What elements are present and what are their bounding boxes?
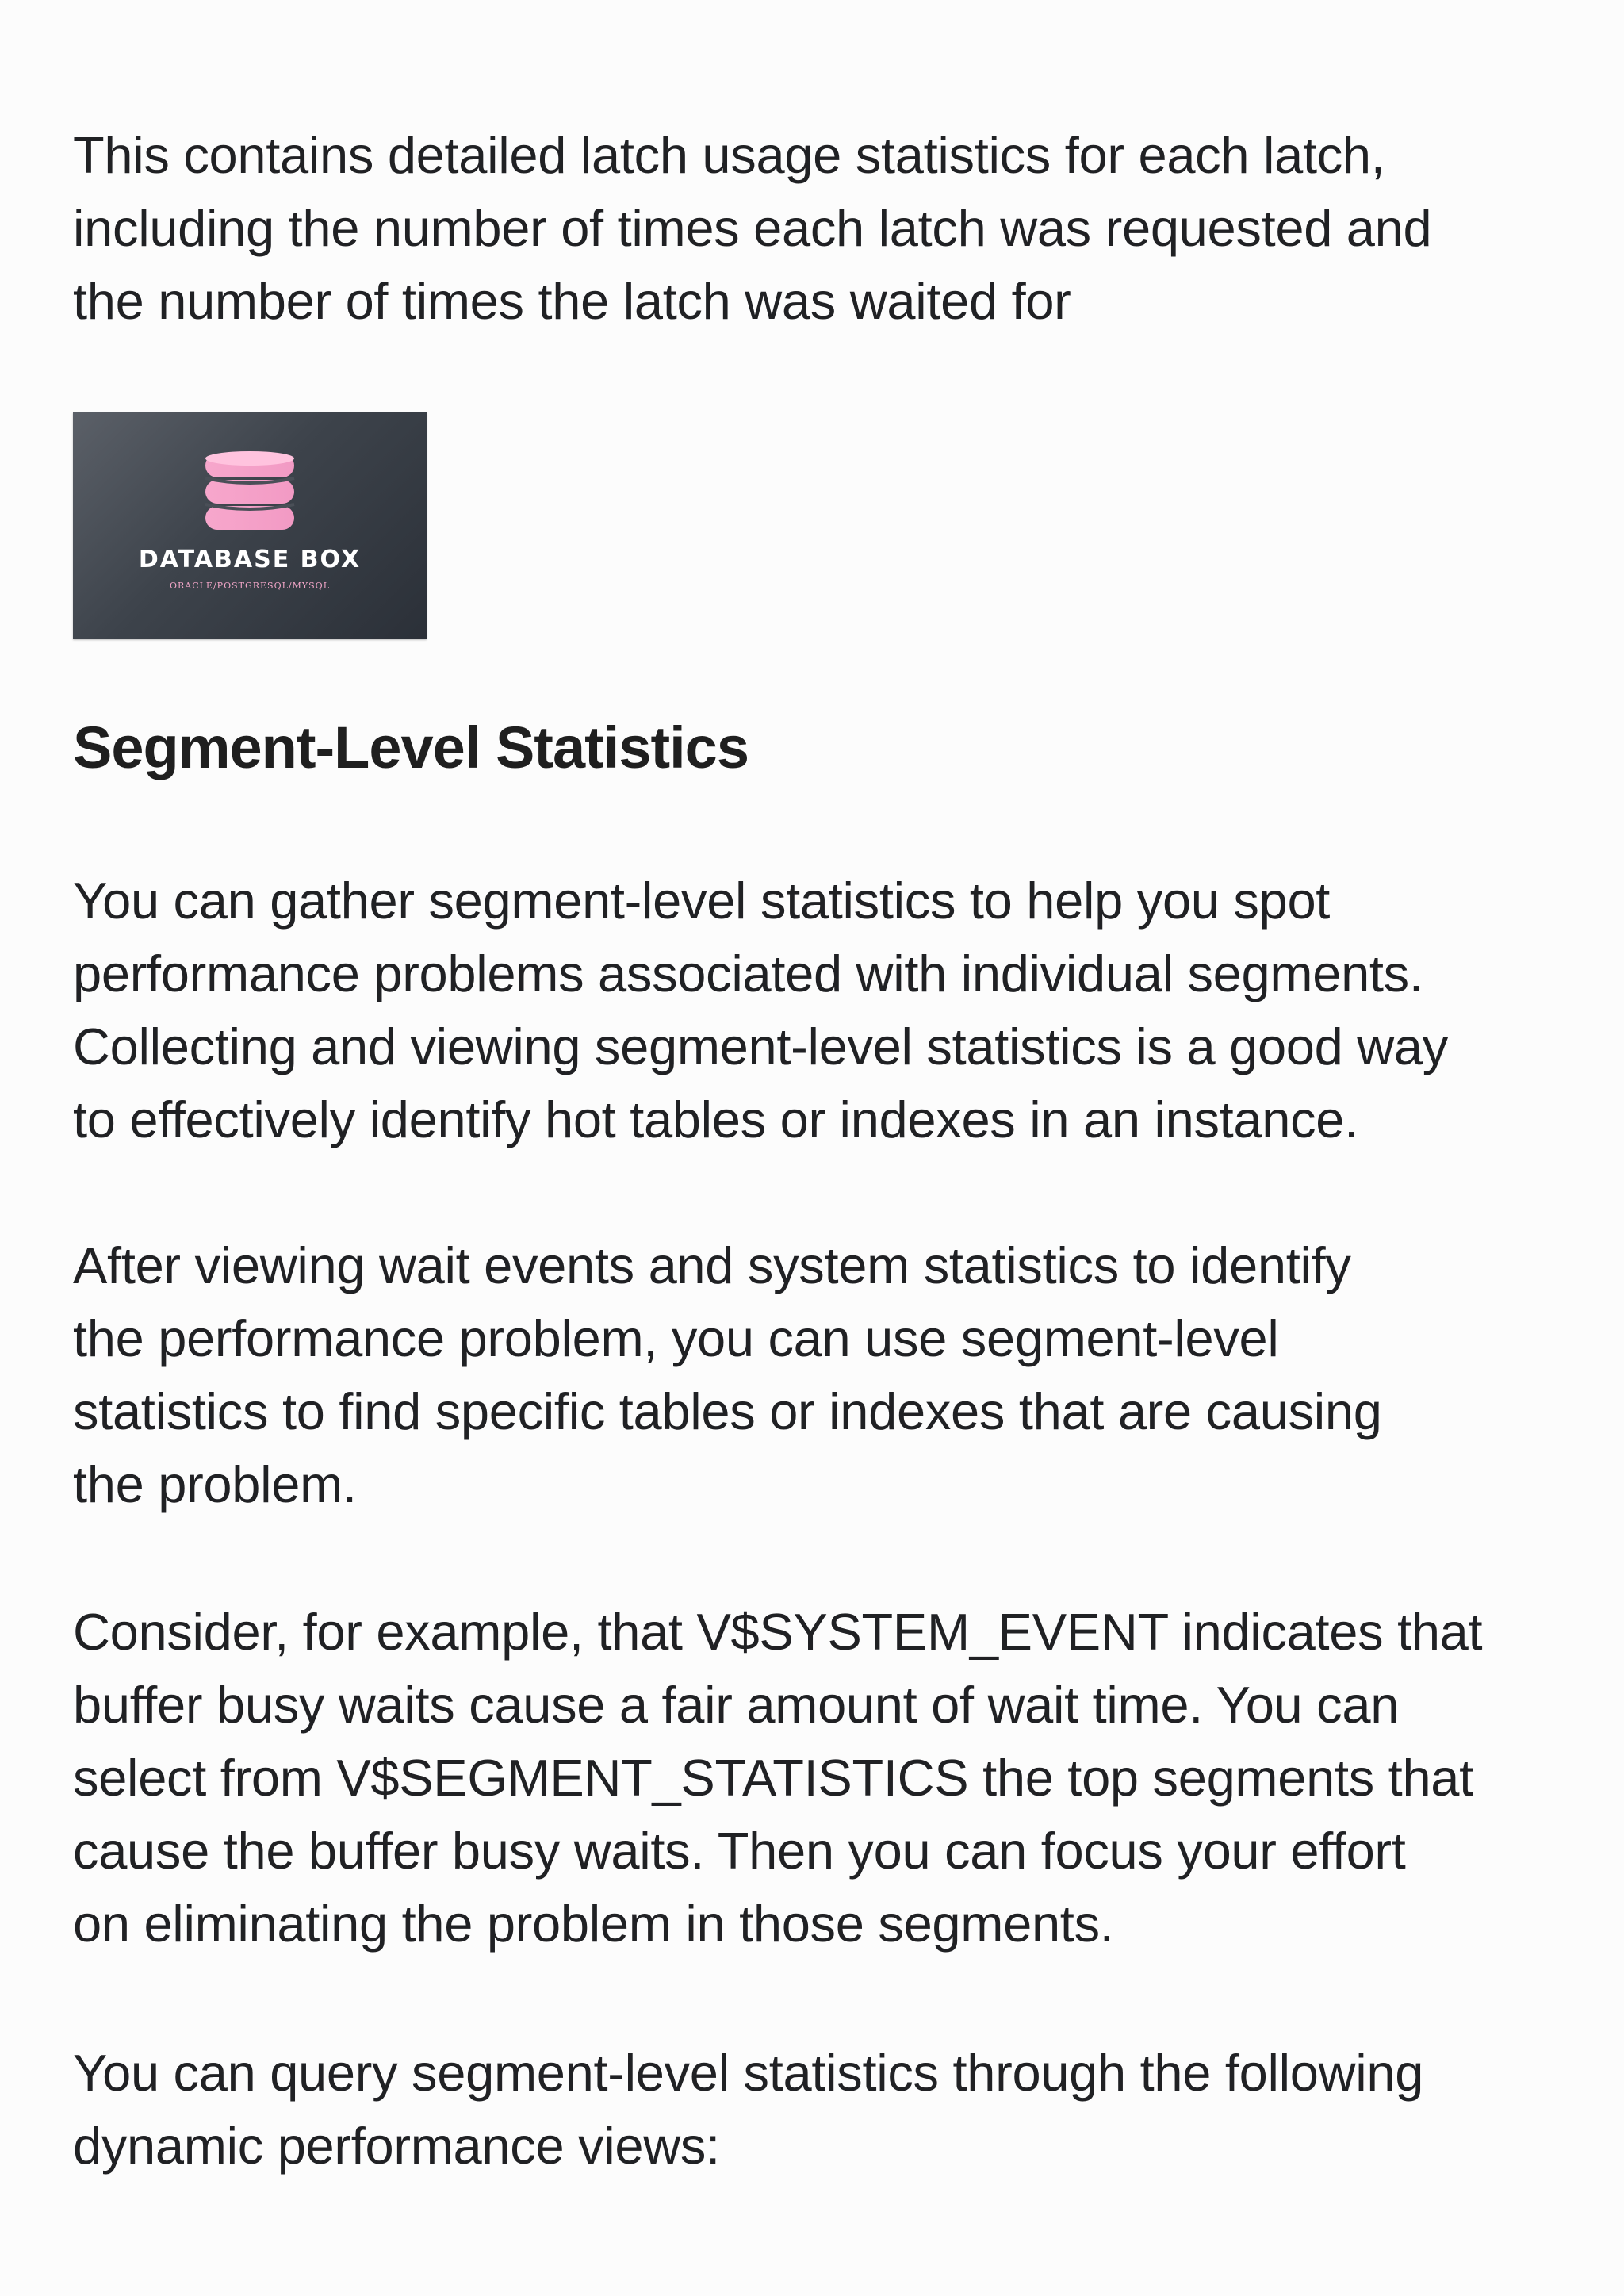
logo-subtitle: ORACLE/POSTGRESQL/MYSQL: [169, 581, 331, 591]
database-box-logo: [73, 412, 427, 639]
paragraph-segment-stats: You can gather segment-level statistics to help you spot performance problems associated with individual segments. Collecting and viewing segment-level statistics is a good way to effectively identify hot tables or indexes in an instance.: [73, 872, 1448, 1148]
intro-paragraph: This contains detailed latch usage statistics for each latch, including the number of times each latch was requested and the number of times the latch was waited for: [73, 126, 1432, 330]
section-heading: Segment-Level Statistics: [73, 715, 749, 780]
paragraph-consider-example: Consider, for example, that V$SYSTEM_EVENT indicates that buffer busy waits cause a fair amount of wait time. You can select from V$SEGMENT_STATISTICS the top segments that cause the buffer busy waits. Then you can focus your effort on eliminating the problem in those segments.: [73, 1603, 1483, 1953]
logo-title: DATABASE BOX: [138, 546, 362, 573]
database-stack-icon: [73, 412, 427, 639]
paragraph-query-views: You can query segment-level statistics through the following dynamic performance views:: [73, 2044, 1424, 2175]
paragraph-after-viewing: After viewing wait events and system statistics to identify the performance problem, you can use segment-level statistics to find specific tables or indexes that are causing the problem.: [73, 1236, 1382, 1513]
